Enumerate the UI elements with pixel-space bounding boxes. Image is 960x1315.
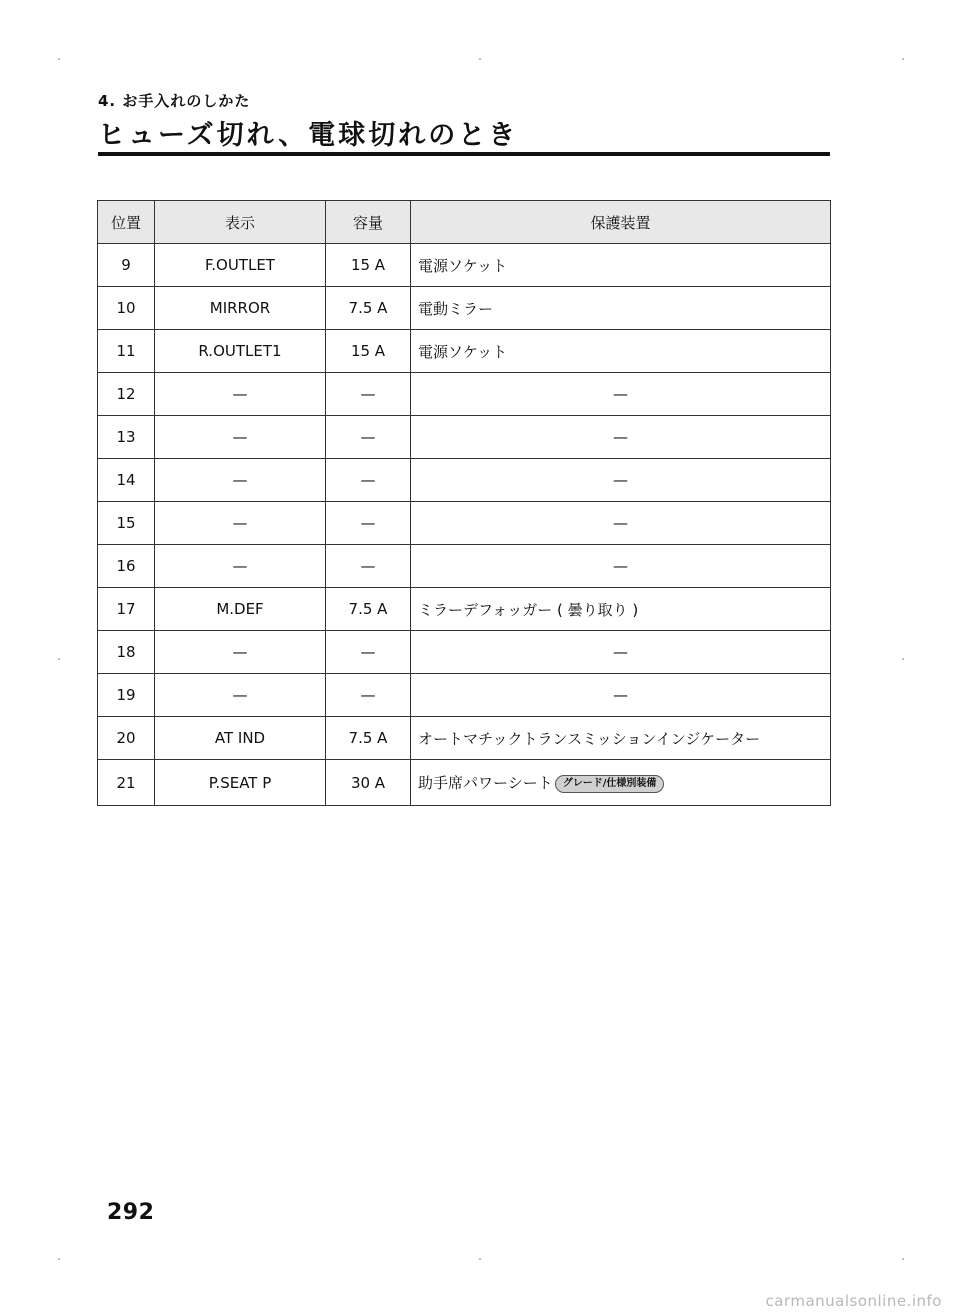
crop-mark [58,58,60,60]
cell-label: — [155,545,326,588]
table-row [98,373,831,416]
cell-device: 電動ミラー [411,287,831,330]
crop-mark [902,1258,904,1260]
cell-device: — [411,502,831,545]
grade-badge: グレード/仕様別装備 [555,775,665,793]
cell-amperage: 15 A [326,244,411,287]
cell-device [411,760,831,806]
device-text: 助手席パワーシート [418,774,553,792]
cell-position: 11 [98,330,155,373]
cell-label: P.SEAT P [155,760,326,806]
cell-position: 16 [98,545,155,588]
table-header-row [98,201,831,244]
table-row [98,287,831,330]
table-row [98,674,831,717]
table-row [98,717,831,760]
cell-device: — [411,674,831,717]
cell-position: 19 [98,674,155,717]
title-rule [98,152,830,156]
cell-label: — [155,416,326,459]
cell-device: 電源ソケット [411,244,831,287]
fuse-table [97,200,831,806]
cell-amperage: — [326,416,411,459]
crop-mark [479,58,481,60]
cell-device: — [411,416,831,459]
cell-amperage: — [326,545,411,588]
cell-amperage: 7.5 A [326,287,411,330]
cell-label: — [155,373,326,416]
crop-mark [58,658,60,660]
cell-amperage: 7.5 A [326,717,411,760]
watermark: carmanualsonline.info [765,1292,942,1310]
table-row [98,244,831,287]
cell-amperage: — [326,502,411,545]
cell-amperage: — [326,631,411,674]
cell-label: MIRROR [155,287,326,330]
cell-device: — [411,631,831,674]
cell-label: M.DEF [155,588,326,631]
cell-position: 14 [98,459,155,502]
cell-amperage: 30 A [326,760,411,806]
cell-device: — [411,373,831,416]
column-header-amperage: 容量 [326,201,411,244]
cell-position: 20 [98,717,155,760]
page-title: ヒューズ切れ、電球切れのとき [98,120,519,151]
cell-position: 15 [98,502,155,545]
column-header-device: 保護装置 [411,201,831,244]
crop-mark [902,58,904,60]
cell-device: 電源ソケット [411,330,831,373]
cell-amperage: — [326,674,411,717]
table-row [98,330,831,373]
cell-label: F.OUTLET [155,244,326,287]
cell-position: 17 [98,588,155,631]
table-row [98,631,831,674]
cell-amperage: — [326,459,411,502]
cell-label: R.OUTLET1 [155,330,326,373]
table-row [98,760,831,806]
cell-position: 10 [98,287,155,330]
cell-device: — [411,459,831,502]
cell-label: — [155,674,326,717]
cell-label: — [155,459,326,502]
table-row [98,502,831,545]
cell-device: ミラーデフォッガー ( 曇り取り ) [411,588,831,631]
cell-label: — [155,631,326,674]
table-row [98,545,831,588]
cell-position: 12 [98,373,155,416]
cell-position: 13 [98,416,155,459]
cell-position: 18 [98,631,155,674]
crop-mark [479,1258,481,1260]
cell-device: オートマチックトランスミッションインジケーター [411,717,831,760]
cell-label: — [155,502,326,545]
cell-position: 21 [98,760,155,806]
cell-amperage: 15 A [326,330,411,373]
column-header-position: 位置 [98,201,155,244]
crop-mark [58,1258,60,1260]
table-row [98,416,831,459]
section-label: 4. お手入れのしかた [98,92,251,110]
cell-amperage: — [326,373,411,416]
cell-label: AT IND [155,717,326,760]
column-header-label: 表示 [155,201,326,244]
table-row [98,459,831,502]
page-number: 292 [107,1200,155,1225]
cell-amperage: 7.5 A [326,588,411,631]
table-row [98,588,831,631]
cell-position: 9 [98,244,155,287]
crop-mark [902,658,904,660]
cell-device: — [411,545,831,588]
